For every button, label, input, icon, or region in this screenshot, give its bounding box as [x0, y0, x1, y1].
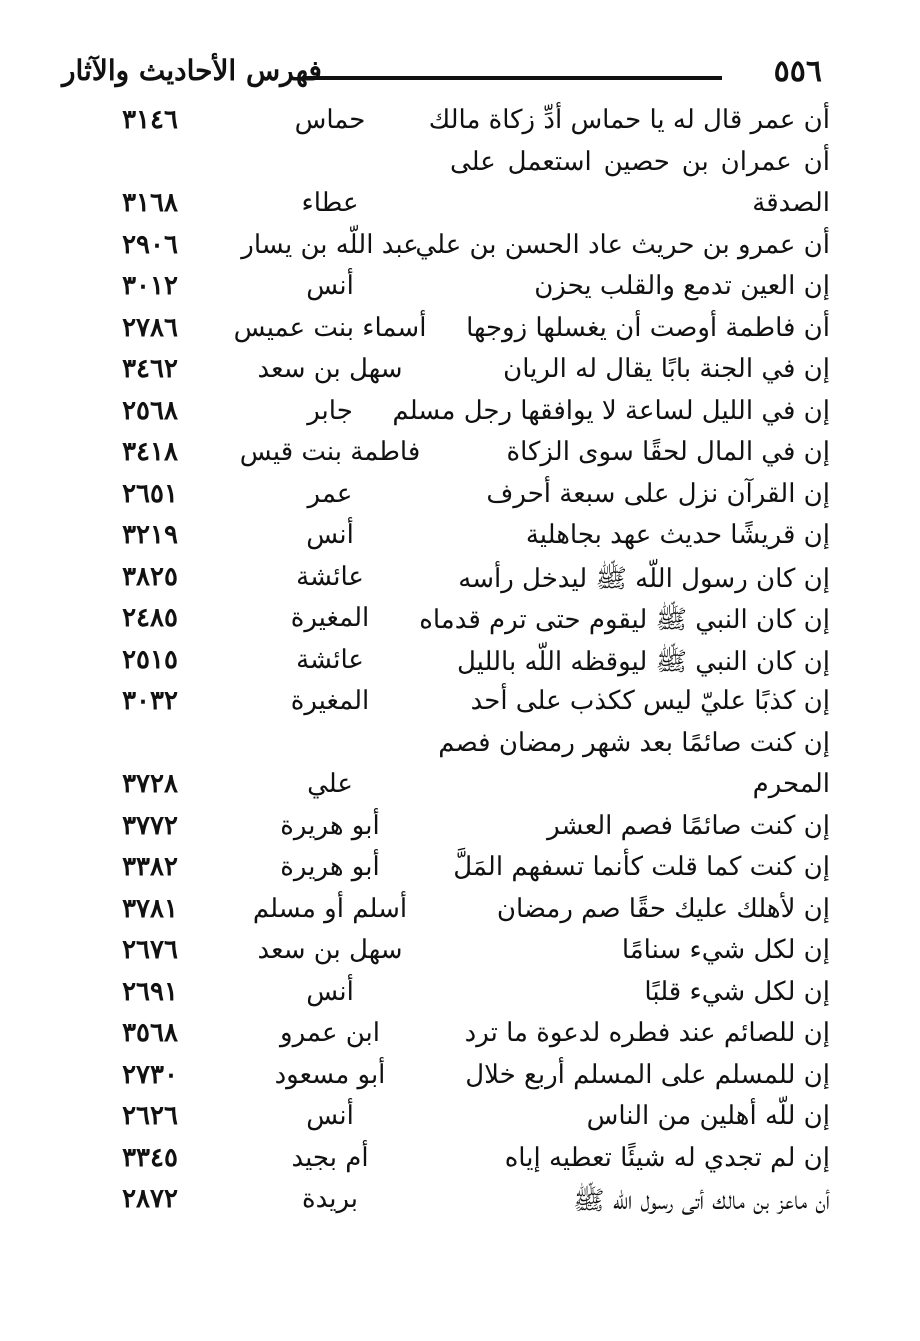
narrator-name: علي [307, 769, 353, 799]
hadith-number: ٢٤٨٥ [122, 603, 178, 633]
index-row [95, 1058, 830, 1100]
narrator-name: أبو مسعود [274, 1059, 386, 1090]
index-title: فهرس الأحاديث والآثار [62, 54, 322, 87]
hadith-text: المحرم [752, 769, 830, 799]
hadith-text: إن لكل شيء قلبًا [644, 976, 830, 1007]
header-rule [305, 76, 722, 80]
hadith-text: إن في المال لحقًا سوى الزكاة [506, 437, 830, 467]
narrator-name: المغيرة [290, 686, 370, 716]
hadith-number: ٣٧٨١ [122, 893, 178, 924]
narrator-name: المغيرة [290, 603, 370, 633]
hadith-text: إن كنت صائمًا بعد شهر رمضان فصم [438, 727, 830, 758]
hadith-number: ٣٥٦٨ [122, 1018, 178, 1048]
hadith-number: ٢٩٠٦ [122, 229, 178, 260]
index-row [95, 228, 830, 270]
hadith-text: إن العين تدمع والقلب يحزن [534, 271, 830, 301]
hadith-number: ٣٤١٨ [122, 437, 178, 467]
hadith-number: ٣٨٢٥ [122, 561, 178, 592]
hadith-index-list [95, 103, 830, 1224]
index-row [95, 1016, 830, 1058]
hadith-text: أن عمران بن حصين استعمل على [450, 146, 830, 177]
hadith-number: ٢٧٣٠ [122, 1059, 178, 1090]
hadith-number: ٢٦٩١ [122, 976, 178, 1007]
narrator-name: سهل بن سعد [257, 354, 403, 384]
index-row [95, 601, 830, 643]
hadith-number: ٣١٤٦ [122, 105, 178, 135]
hadith-text: إن كان النبي ﷺ ليوقظه اللّه بالليل [456, 646, 830, 677]
index-row [95, 809, 830, 851]
page-number: ٥٥٦ [773, 54, 822, 89]
narrator-name: عبد اللّه بن يسار [241, 229, 419, 260]
hadith-number: ٢٨٧٢ [122, 1184, 178, 1214]
narrator-name: أنس [306, 271, 354, 301]
hadith-text: إن كنت كما قلت كأنما تسفهم المَلَّ [453, 852, 830, 882]
hadith-number: ٣٧٢٨ [122, 769, 178, 799]
index-row [95, 560, 830, 602]
hadith-text: أن عمر قال له يا حماس أدِّ زكاة مالك [428, 105, 830, 135]
narrator-name: أسماء بنت عميس [233, 312, 427, 343]
index-row [95, 892, 830, 934]
index-row [95, 394, 830, 436]
hadith-number: ٢٦٧٦ [122, 935, 178, 965]
narrator-name: بريدة [301, 1184, 359, 1214]
page-header [60, 52, 830, 94]
hadith-text: إن القرآن نزل على سبعة أحرف [486, 478, 830, 509]
hadith-number: ٢٦٢٦ [122, 1101, 178, 1131]
hadith-number: ٣٣٨٢ [122, 852, 178, 882]
narrator-name: سهل بن سعد [257, 935, 403, 965]
hadith-text: إن لأهلك عليك حقًا صم رمضان [496, 893, 830, 924]
hadith-text: إن كان النبي ﷺ ليقوم حتى ترم قدماه [419, 605, 830, 635]
narrator-name: أنس [306, 976, 354, 1007]
hadith-number: ٣٠٣٢ [122, 686, 178, 716]
hadith-number: ٢٦٥١ [122, 478, 178, 509]
index-row [95, 435, 830, 477]
narrator-name: جابر [307, 395, 353, 426]
index-row [95, 726, 830, 768]
index-row [95, 352, 830, 394]
hadith-number: ٣٣٤٥ [122, 1142, 178, 1173]
hadith-text: إن في الجنة بابًا يقال له الريان [503, 354, 830, 384]
hadith-text: إن في الليل لساعة لا يوافقها رجل مسلم [392, 395, 830, 426]
hadith-text: إن كذبًا عليّ ليس ككذب على أحد [470, 686, 830, 716]
index-row [95, 684, 830, 726]
hadith-text: إن للصائم عند فطره لدعوة ما ترد [464, 1018, 830, 1048]
narrator-name: فاطمة بنت قيس [239, 437, 421, 467]
index-row [95, 311, 830, 353]
narrator-name: أبو هريرة [280, 852, 380, 882]
index-row [95, 933, 830, 975]
hadith-text: إن للّه أهلين من الناس [586, 1101, 830, 1131]
index-row [95, 850, 830, 892]
hadith-text: أن فاطمة أوصت أن يغسلها زوجها [466, 312, 830, 343]
hadith-text: إن للمسلم على المسلم أربع خلال [465, 1059, 830, 1090]
hadith-text: إن لم تجدي له شيئًا تعطيه إياه [504, 1142, 830, 1173]
narrator-name: عائشة [296, 644, 364, 675]
narrator-name: أبو هريرة [280, 810, 380, 841]
index-row [95, 145, 830, 187]
narrator-name: حماس [294, 105, 366, 135]
hadith-text: أن ماعز بن مالك أتى رسول اللّه ﷺ [573, 1186, 830, 1216]
hadith-text: إن كنت صائمًا فصم العشر [547, 810, 830, 841]
index-row [95, 1141, 830, 1183]
index-row [95, 518, 830, 560]
hadith-number: ٣٤٦٢ [122, 354, 178, 384]
narrator-name: أسلم أو مسلم [252, 893, 408, 924]
index-row [95, 269, 830, 311]
index-row [95, 1099, 830, 1141]
hadith-number: ٣٢١٩ [122, 520, 178, 550]
narrator-name: أنس [306, 1101, 354, 1131]
index-row [95, 103, 830, 145]
index-row [95, 975, 830, 1017]
hadith-text: إن كان رسول اللّه ﷺ ليدخل رأسه [458, 563, 830, 594]
hadith-text: الصدقة [752, 188, 830, 218]
hadith-number: ٢٥٦٨ [122, 395, 178, 426]
index-row [95, 643, 830, 685]
hadith-text: إن لكل شيء سنامًا [621, 935, 830, 965]
hadith-number: ٣٠١٢ [122, 271, 178, 301]
narrator-name: عطاء [301, 188, 359, 218]
hadith-number: ٣١٦٨ [122, 188, 178, 218]
hadith-number: ٢٥١٥ [122, 644, 178, 675]
narrator-name: أنس [306, 520, 354, 550]
hadith-number: ٣٧٧٢ [122, 810, 178, 841]
index-row [95, 477, 830, 519]
narrator-name: أم بجيد [291, 1142, 369, 1173]
hadith-text: أن عمرو بن حريث عاد الحسن بن علي [415, 229, 830, 260]
hadith-text: إن قريشًا حديث عهد بجاهلية [525, 520, 830, 550]
index-row [95, 1182, 830, 1224]
index-row [95, 186, 830, 228]
narrator-name: عائشة [296, 561, 364, 592]
index-row [95, 767, 830, 809]
narrator-name: ابن عمرو [280, 1018, 380, 1048]
narrator-name: عمر [307, 478, 353, 509]
hadith-number: ٢٧٨٦ [122, 312, 178, 343]
